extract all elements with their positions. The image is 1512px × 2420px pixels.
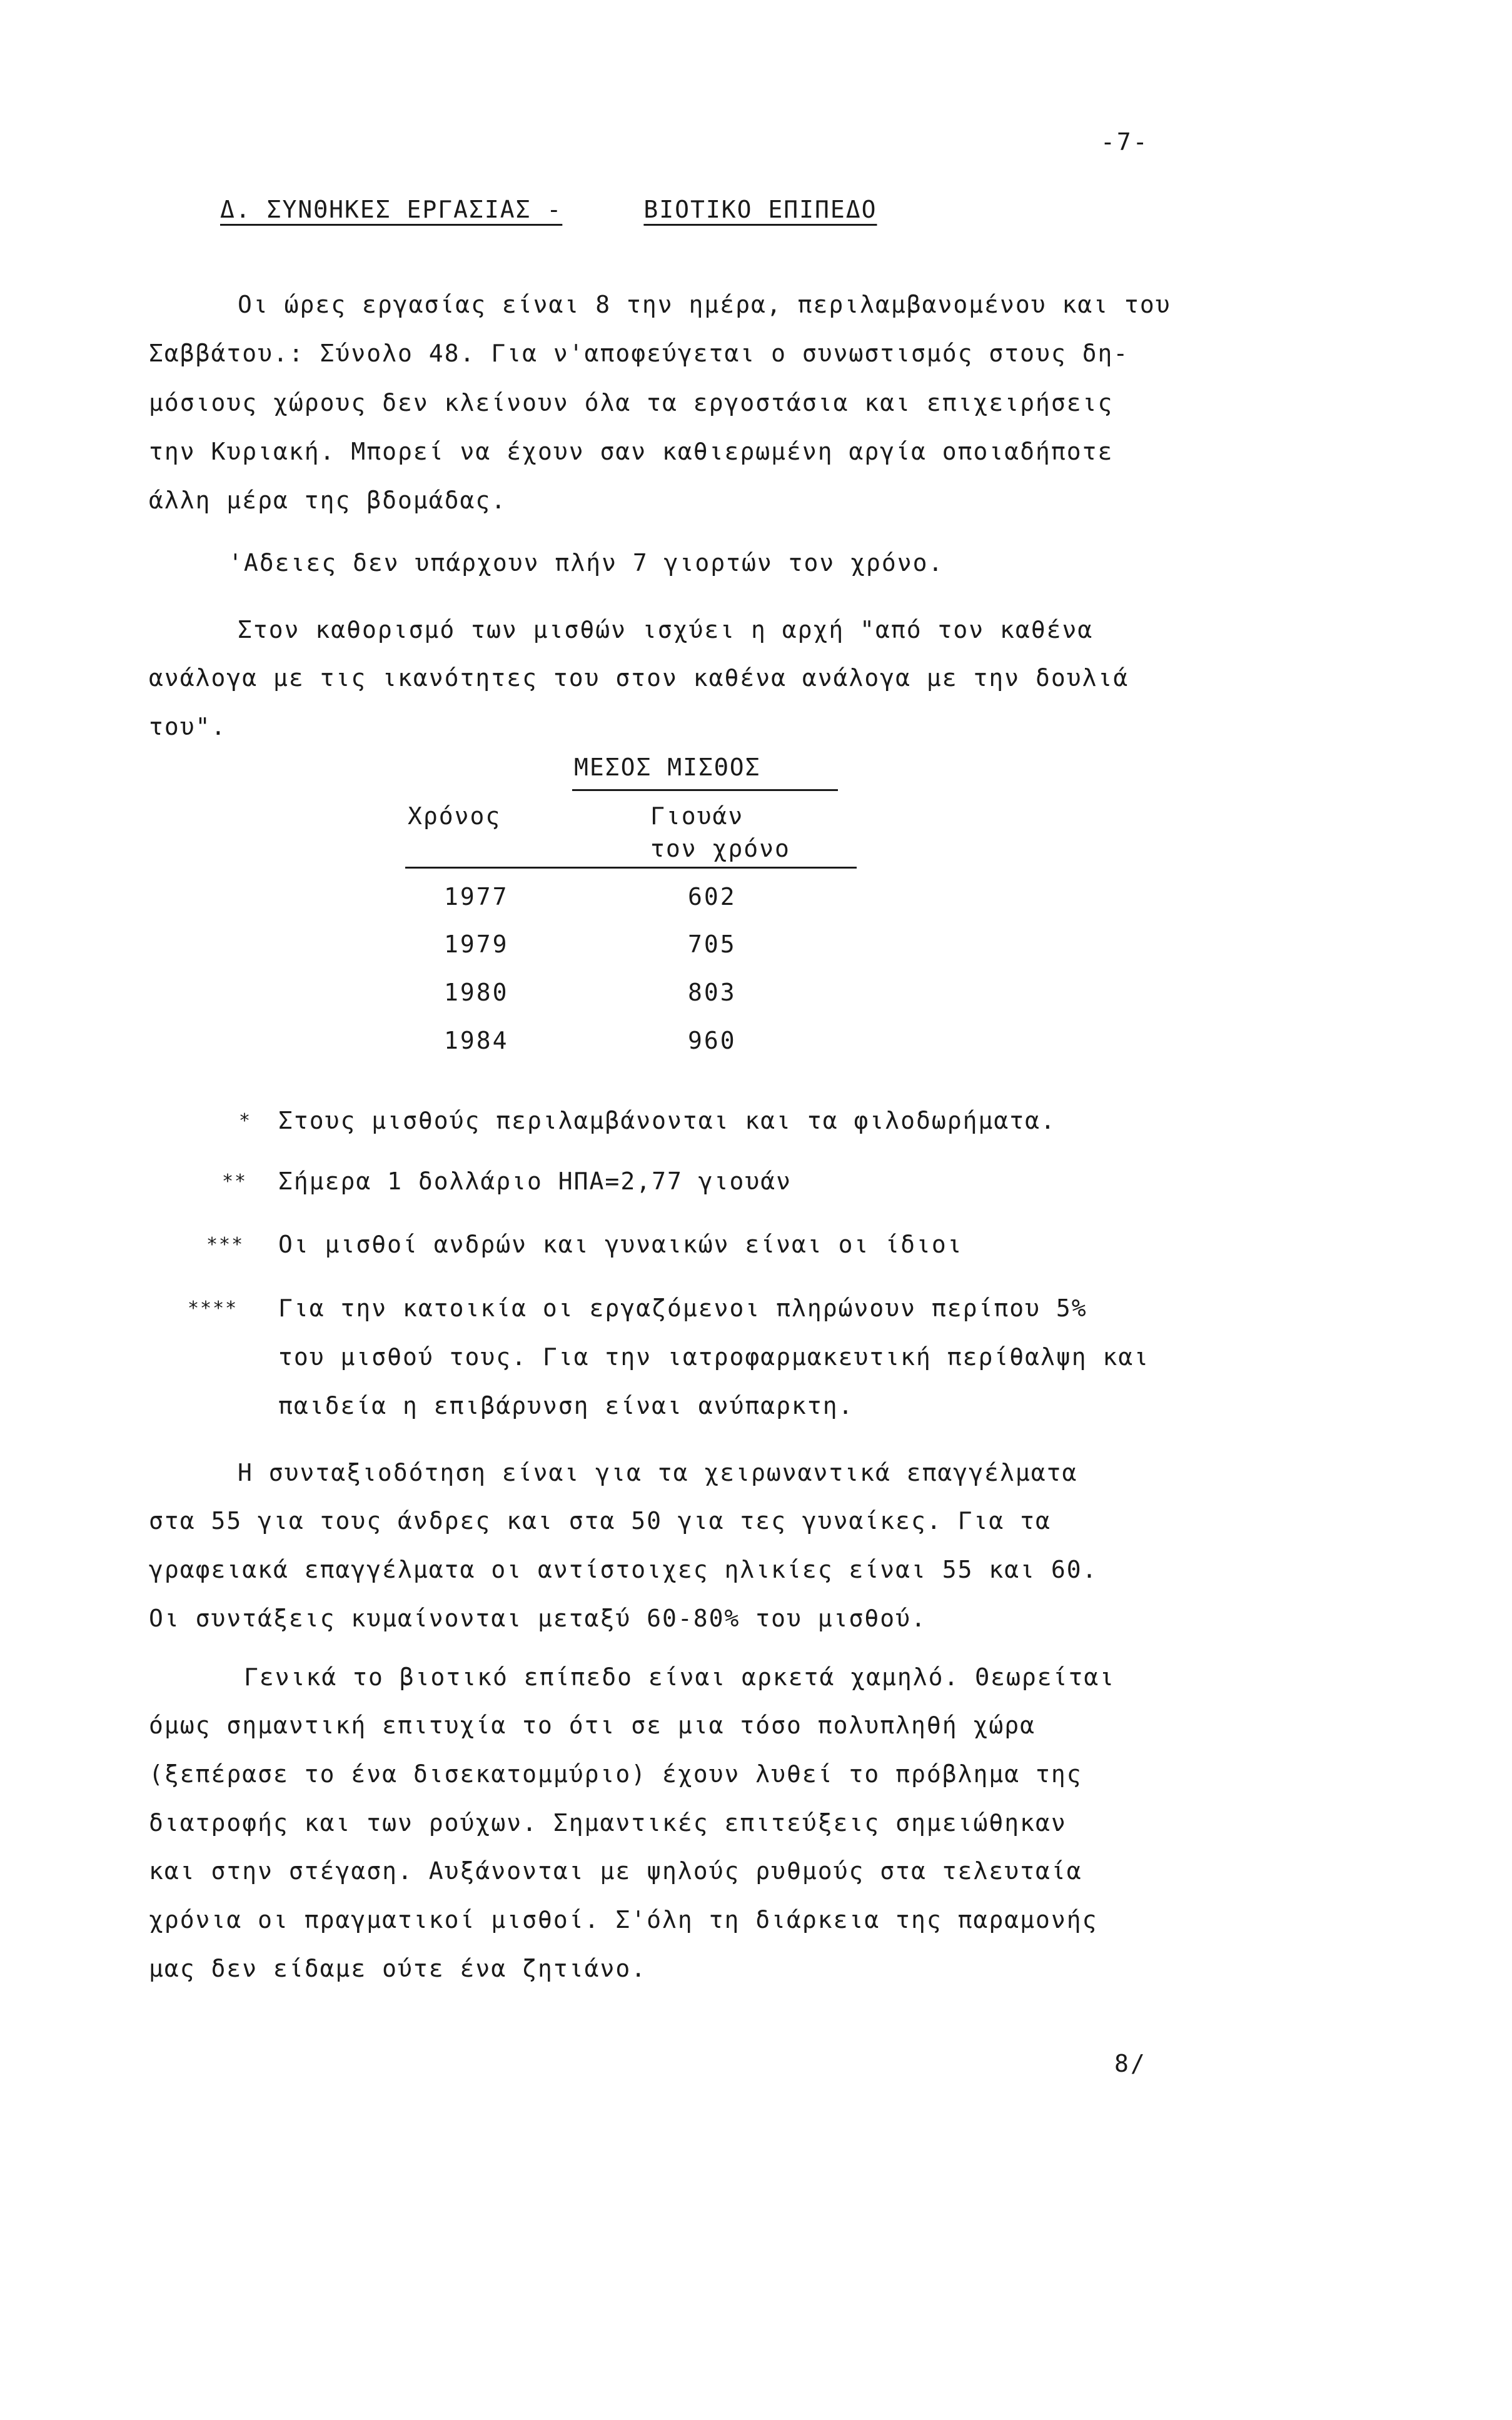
paragraph-line: όμως σημαντική επιτυχία το ότι σε μια τόσο πολυπληθή χώρα	[149, 1712, 1036, 1739]
page-number: -7-	[1101, 128, 1149, 156]
table-header-year: Χρόνος	[408, 802, 501, 830]
note-mark: ***	[206, 1234, 244, 1256]
paragraph-line: μας δεν είδαμε ούτε ένα ζητιάνο.	[149, 1955, 647, 1982]
paragraph-line: Η συνταξιοδότηση είναι για τα χειρωναντικά επαγγέλματα	[238, 1459, 1078, 1486]
table-cell-year: 1977	[444, 883, 509, 910]
section-heading-prefix: Δ. ΣΥΝΘΗΚΕΣ ΕΡΓΑΣΙΑΣ -	[220, 196, 563, 223]
table-cell-value: 602	[688, 883, 737, 910]
note-mark: **	[222, 1171, 248, 1192]
paragraph-line: χρόνια οι πραγματικοί μισθοί. Σ'όλη τη διάρκεια της παραμονής	[149, 1906, 1098, 1933]
table-title: ΜΕΣΟΣ ΜΙΣΘΟΣ	[574, 754, 761, 781]
note-text: Για την κατοικία οι εργαζόμενοι πληρώνουν περίπου 5%	[278, 1294, 1087, 1322]
paragraph-line: στα 55 για τους άνδρες και στα 50 για τες γυναίκες. Για τα	[149, 1507, 1051, 1535]
paragraph-line: άλλη μέρα της βδομάδας.	[149, 487, 507, 514]
paragraph-line: μόσιους χώρους δεν κλείνουν όλα τα εργοστάσια και επιχειρήσεις	[149, 389, 1114, 416]
table-cell-year: 1980	[444, 979, 509, 1006]
table-title-rule	[572, 789, 838, 791]
table-header-value: Γιουάν	[650, 802, 744, 830]
table-cell-year: 1984	[444, 1027, 509, 1054]
paragraph-line: Οι ώρες εργασίας είναι 8 την ημέρα, περιλαμβανομένου και του	[238, 291, 1171, 318]
note-text: παιδεία η επιβάρυνση είναι ανύπαρκτη.	[278, 1392, 854, 1419]
paragraph-line: Στον καθορισμό των μισθών ισχύει η αρχή "από τον καθένα	[238, 616, 1094, 643]
note-text: του μισθού τους. Για την ιατροφαρμακευτική περίθαλψη και	[278, 1343, 1150, 1371]
paragraph-line: Σαββάτου.: Σύνολο 48. Για ν'αποφεύγεται ο συνωστισμός στους δη-	[149, 340, 1129, 367]
table-cell-value: 803	[688, 979, 737, 1006]
paragraph-line: ανάλογα με τις ικανότητες του στον καθένα ανάλογα με την δουλιά	[149, 664, 1129, 692]
note-text: Σήμερα 1 δολλάριο ΗΠΑ=2,77 γιουάν	[278, 1167, 792, 1195]
continuation-marker: 8/	[1114, 2050, 1147, 2077]
paragraph-line: Γενικά το βιοτικό επίπεδο είναι αρκετά χαμηλό. Θεωρείται	[244, 1663, 1116, 1691]
note-text: Στους μισθούς περιλαμβάνονται και τα φιλοδωρήματα.	[278, 1107, 1056, 1134]
table-header-rule	[405, 867, 857, 869]
paragraph-line: την Κυριακή. Μπορεί να έχουν σαν καθιερωμένη αργία οποιαδήποτε	[149, 438, 1114, 465]
section-heading-suffix: ΒΙΟΤΙΚΟ ΕΠΙΠΕΔΟ	[643, 196, 877, 223]
note-mark: ****	[188, 1298, 238, 1319]
paragraph-line: Οι συντάξεις κυμαίνονται μεταξύ 60-80% του μισθού.	[149, 1605, 927, 1632]
section-heading	[220, 196, 877, 223]
paragraph-line: και στην στέγαση. Αυξάνονται με ψηλούς ρυθμούς στα τελευταία	[149, 1857, 1082, 1885]
paragraph-line: γραφειακά επαγγέλματα οι αντίστοιχες ηλικίες είναι 55 και 60.	[149, 1556, 1098, 1583]
paragraph-leave: 'Αδειες δεν υπάρχουν πλήν 7 γιορτών τον χρόνο.	[228, 549, 944, 577]
paragraph-line: του".	[149, 713, 227, 740]
table-cell-year: 1979	[444, 930, 509, 958]
note-text: Οι μισθοί ανδρών και γυναικών είναι οι ίδιοι	[278, 1231, 963, 1258]
table-cell-value: 960	[688, 1027, 737, 1054]
note-mark: *	[239, 1110, 252, 1132]
paragraph-line: (ξεπέρασε το ένα δισεκατομμύριο) έχουν λυθεί το πρόβλημα της	[149, 1760, 1082, 1788]
paragraph-line: διατροφής και των ρούχων. Σημαντικές επιτεύξεις σημειώθηκαν	[149, 1809, 1067, 1837]
table-cell-value: 705	[688, 930, 737, 958]
table-header-value-unit: τον χρόνο	[650, 835, 790, 862]
